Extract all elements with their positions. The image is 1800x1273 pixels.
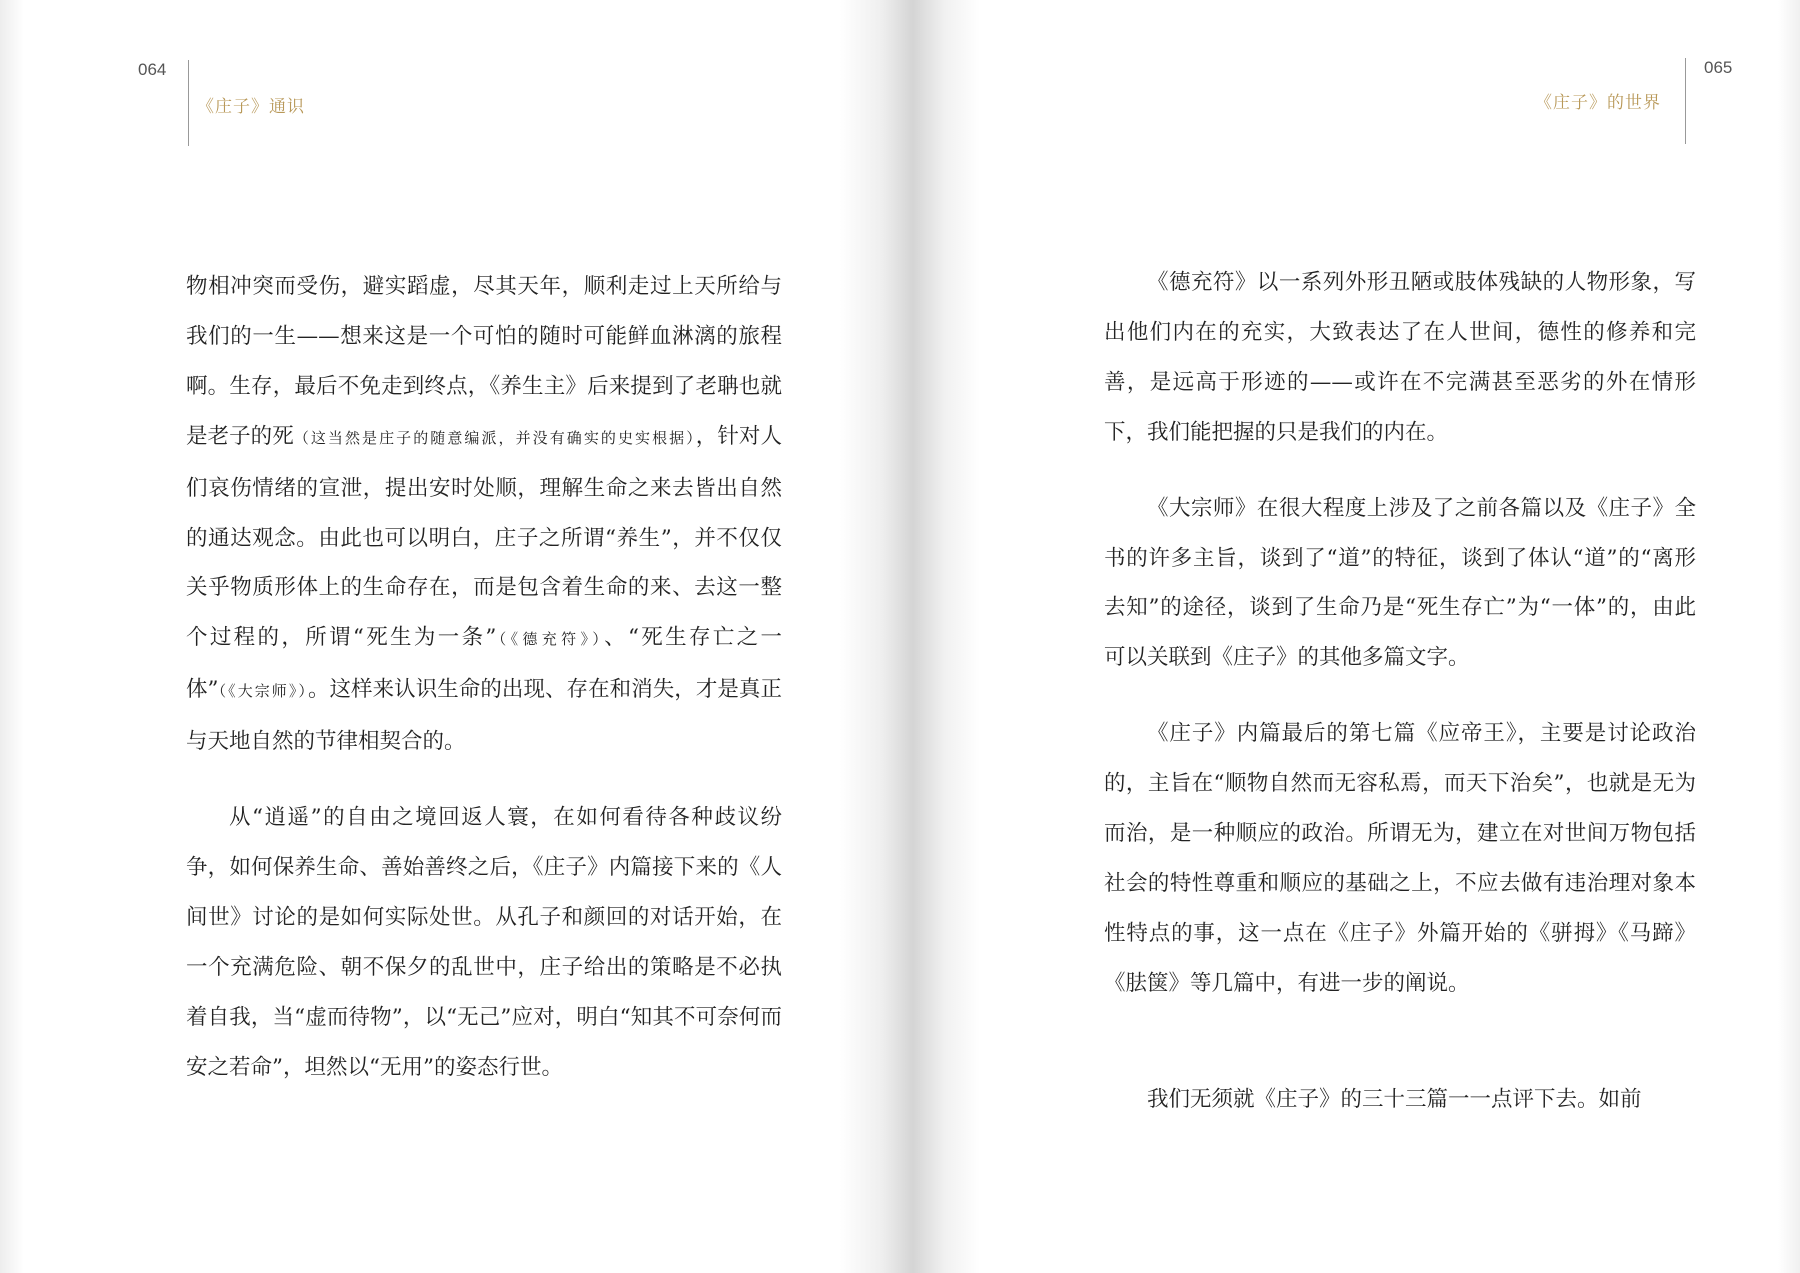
paragraph-gap: [1104, 683, 1696, 709]
right-paragraph-2: 《大宗师》在很大程度上涉及了之前各篇以及《庄子》全书的许多主旨，谈到了“道”的特征，谈到了体认“道”的“离形去知”的途径，谈到了生命乃是“死生存亡”为“一体”的，由此可以关联到《庄子》的其他多篇文字。: [1104, 495, 1696, 671]
right-paragraph-3: 《庄子》内篇最后的第七篇《应帝王》，主要是讨论政治的，主旨在“顺物自然而无容私焉，而天下治矣”，也就是无为而治，是一种顺应的政治。所谓无为，建立在对世间万物包括社会的特性尊重和顺应的基础之上，不应去做有违治理对象本性特点的事，这一点在《庄子》外篇开始的《骈拇》《马蹄》《胠箧》等几篇中，有进一步的阐说。: [1104, 721, 1696, 996]
left-running-head: 《庄子》通识: [197, 97, 305, 117]
page-edge-shadow-left: [0, 0, 24, 1273]
right-page-body: [1104, 258, 1696, 1125]
right-page-number: 065: [1704, 58, 1733, 77]
left-header-rule: [188, 60, 189, 146]
paragraph-text: 、“死生存亡之一体”: [186, 625, 782, 703]
left-page-number: 064: [138, 60, 167, 79]
paragraph-text: 物相冲突而受伤，避实蹈虚，尽其天年，顺利走过上天所给与我们的一生——想来这是一个可怕的随时可能鲜血淋漓的旅程啊。生存，最后不免走到终点，《养生主》后来提到了老聃也就是老子的死: [186, 274, 782, 449]
right-paragraph-4: 我们无须就《庄子》的三十三篇一一点评下去。如前: [1147, 1086, 1642, 1112]
inline-citation: （《大宗师》）: [218, 682, 308, 701]
right-header-rule: [1685, 58, 1686, 144]
paragraph-text: 从“逍遥”的自由之境回返人寰，在如何看待各种歧议纷争，如何保养生命、善始善终之后，《庄子》内篇接下来的《人间世》讨论的是如何实际处世。从孔子和颜回的对话开始，在一个充满危险、朝不保夕的乱世中，庄子给出的策略是不必执着自我，当“虚而待物”，以“无己”应对，明白“知其不可奈何而安之若命”，坦然以“无用”的姿态行世。: [186, 805, 782, 1080]
page-edge-shadow-right: [1778, 0, 1800, 1273]
section-gap: [1104, 1009, 1696, 1075]
left-paragraph-2: [186, 793, 782, 1092]
paragraph-text: ，针对人们哀伤情绪的宣泄，提出安时处顺，理解生命之来去皆出自然的通达观念。由此也可以明白，庄子之所谓“养生”，并不仅仅关乎物质形体上的生命存在，而是包含着生命的来、去这一整个过程的，所谓“死生为一条”: [186, 423, 782, 651]
paragraph-text: 。这样来认识生命的出现、存在和消失，才是真正与天地自然的节律相契合的。: [186, 677, 782, 755]
inline-note: （这当然是庄子的随意编派，并没有确实的史实根据）: [293, 428, 696, 447]
right-running-head: 《庄子》的世界: [1535, 93, 1661, 113]
left-paragraph-1: [186, 262, 782, 767]
book-gutter: [840, 0, 980, 1273]
paragraph-gap: [1104, 458, 1696, 484]
right-paragraph-1: 《德充符》以一系列外形丑陋或肢体残缺的人物形象，写出他们内在的充实，大致表达了在人世间，德性的修养和完善，是远高于形迹的——或许在不完满甚至恶劣的外在情形下，我们能把握的只是我们的内在。: [1104, 270, 1696, 445]
left-page-body: [186, 262, 782, 1093]
paragraph-gap: [186, 767, 782, 793]
inline-citation: （《德充符》）: [496, 630, 605, 649]
